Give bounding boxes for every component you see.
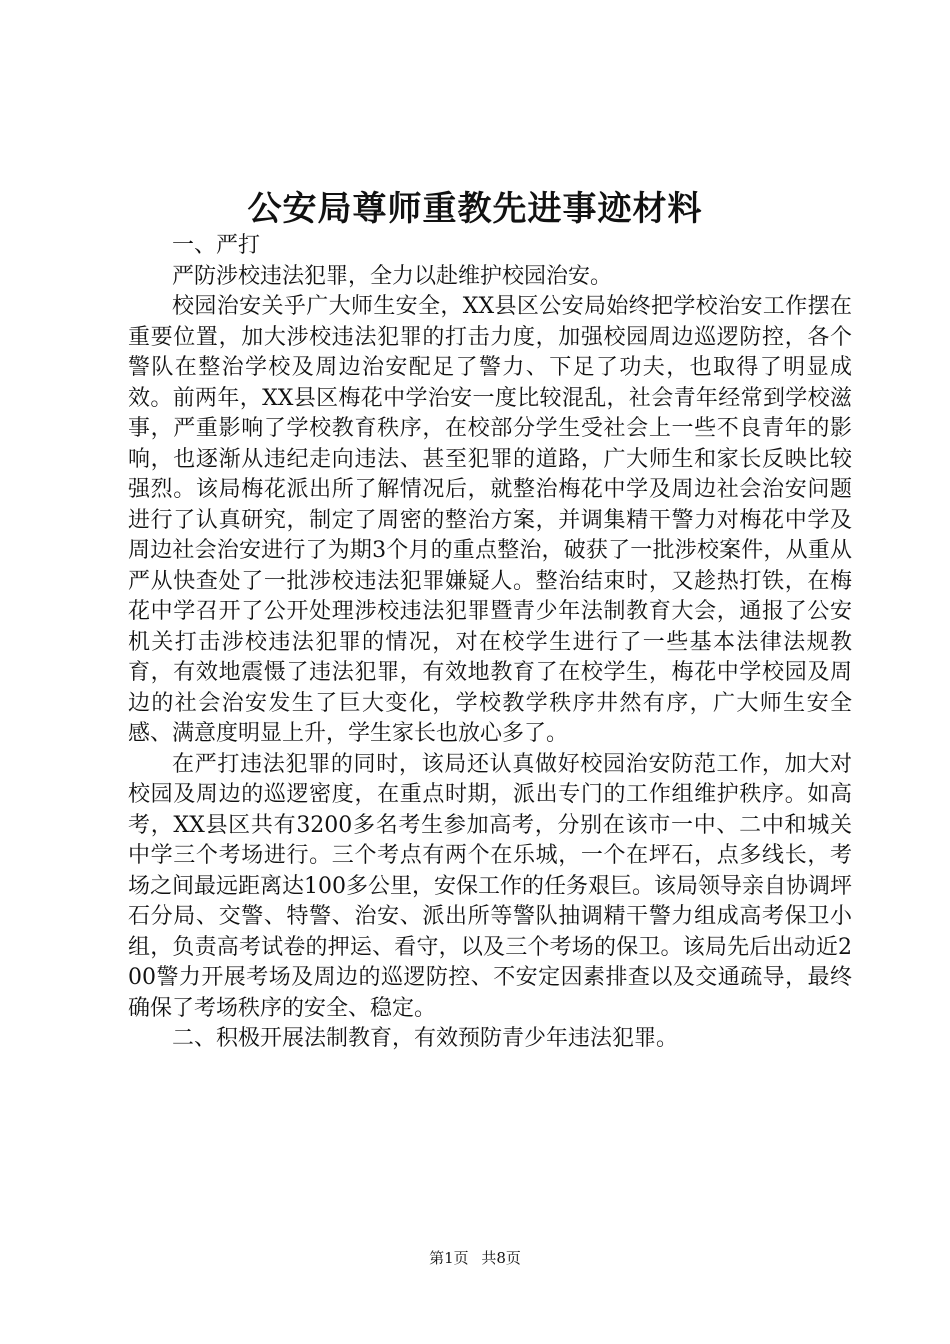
section-heading-2: 二、积极开展法制教育，有效预防青少年违法犯罪。 <box>172 1026 679 1051</box>
page-number: 第1页 <box>429 1249 469 1267</box>
paragraph-summary: 严防涉校违法犯罪，全力以赴维护校园治安。 <box>172 263 613 289</box>
document-title: 公安局尊师重教先进事迹材料 <box>247 189 703 229</box>
page-total: 共8页 <box>481 1249 521 1267</box>
section-heading-1: 一、严打 <box>172 233 261 258</box>
paragraph-exam-security: 在严打违法犯罪的同时，该局还认真做好校园治安防范工作，加大对校园及周边的巡逻密度，在重点时期，派出专门的工作组维护秩序。如高考，XX县区共有3200多名考生参加高考，分别在该市一中、二中和城关中学三个考场进行。三个考点有两个在乐城，一个在坪石，点多线长，考场之间最远距离达100多公里，安保工作的任务艰巨。该局领导亲自协调坪石分局、交警、特警、治安、派出所等警队抽调精干警力组成高考保卫小组，负责高考试卷的押运、看守，以及三个考场的保卫。该局先后出动近200警力开展考场及周边的巡逻防控、不安定因素排查以及交通疏导，最终确保了考场秩序的安全、稳定。 <box>128 751 852 1021</box>
document-body <box>128 231 852 1055</box>
page-footer <box>0 1248 950 1268</box>
paragraph-campus-security: 校园治安关乎广大师生安全，XX县区公安局始终把学校治安工作摆在重要位置，加大涉校违法犯罪的打击力度，加强校园周边巡逻防控，各个警队在整治学校及周边治安配足了警力、下足了功夫，也取得了明显成效。前两年，XX县区梅花中学治安一度比较混乱，社会青年经常到学校滋事，严重影响了学校教育秩序，在校部分学生受社会上一些不良青年的影响，也逐渐从违纪走向违法、甚至犯罪的道路，广大师生和家长反映比较强烈。该局梅花派出所了解情况后，就整治梅花中学及周边社会治安问题进行了认真研究，制定了周密的整治方案，并调集精干警力对梅花中学及周边社会治安进行了为期3个月的重点整治，破获了一批涉校案件，从重从严从快查处了一批涉校违法犯罪嫌疑人。整治结束时，又趁热打铁，在梅花中学召开了公开处理涉校违法犯罪暨青少年法制教育大会，通报了公安机关打击涉校违法犯罪的情况，对在校学生进行了一些基本法律法规教育，有效地震慑了违法犯罪，有效地教育了在校学生，梅花中学校园及周边的社会治安发生了巨大变化，学校教学秩序井然有序，广大师生安全感、满意度明显上升，学生家长也放心多了。 <box>128 294 852 746</box>
